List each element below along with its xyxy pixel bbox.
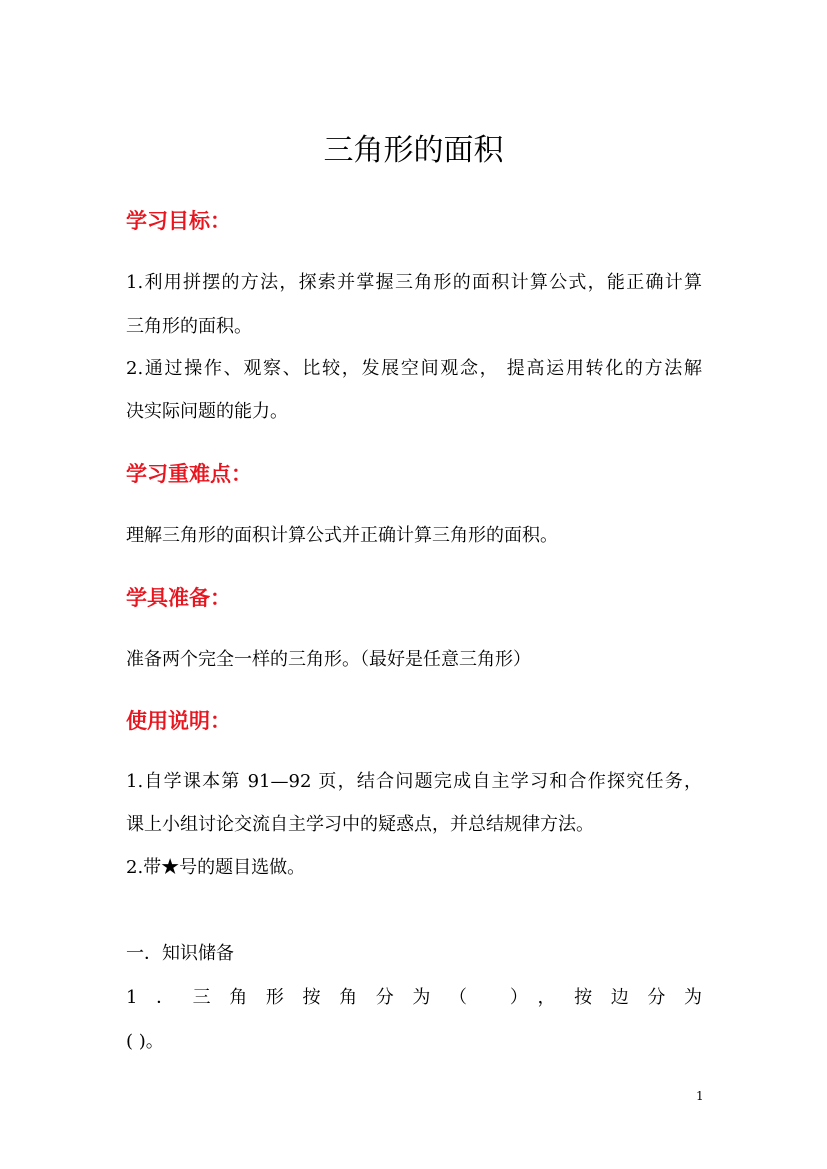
page-number: 1 xyxy=(696,1089,704,1103)
knowledge-heading: 一．知识储备 xyxy=(126,943,234,964)
goal-2-line-2: 决实际问题的能力。 xyxy=(126,401,288,422)
key-points-heading: 学习重难点： xyxy=(126,462,252,486)
page-title: 三角形的面积 xyxy=(323,133,504,168)
instruction-2: 2.带★号的题目选做。 xyxy=(126,857,306,878)
materials-text: 准备两个完全一样的三角形。（最好是任意三角形） xyxy=(126,649,531,670)
goal-2-line-1: 2.通过操作、观察、比较，发展空间观念， 提高运用转化的方法解 xyxy=(126,358,702,379)
instruction-1-line-1: 1.自学课本第 91—92 页，结合问题完成自主学习和合作探究任务， xyxy=(126,771,702,792)
goal-1-line-1: 1.利用拼摆的方法，探索并掌握三角形的面积计算公式，能正确计算 xyxy=(126,272,702,293)
instruction-1-line-2: 课上小组讨论交流自主学习中的疑惑点，并总结规律方法。 xyxy=(126,814,594,835)
question-1-line-1: 1．三角形按角分为（ ），按边分为 xyxy=(126,987,702,1008)
goal-1-line-2: 三角形的面积。 xyxy=(126,316,252,337)
question-1-line-2: ( )。 xyxy=(126,1031,164,1052)
goals-heading: 学习目标： xyxy=(126,209,231,233)
key-points-text: 理解三角形的面积计算公式并正确计算三角形的面积。 xyxy=(126,525,558,546)
materials-heading: 学具准备： xyxy=(126,586,231,610)
instructions-heading: 使用说明： xyxy=(126,709,231,733)
